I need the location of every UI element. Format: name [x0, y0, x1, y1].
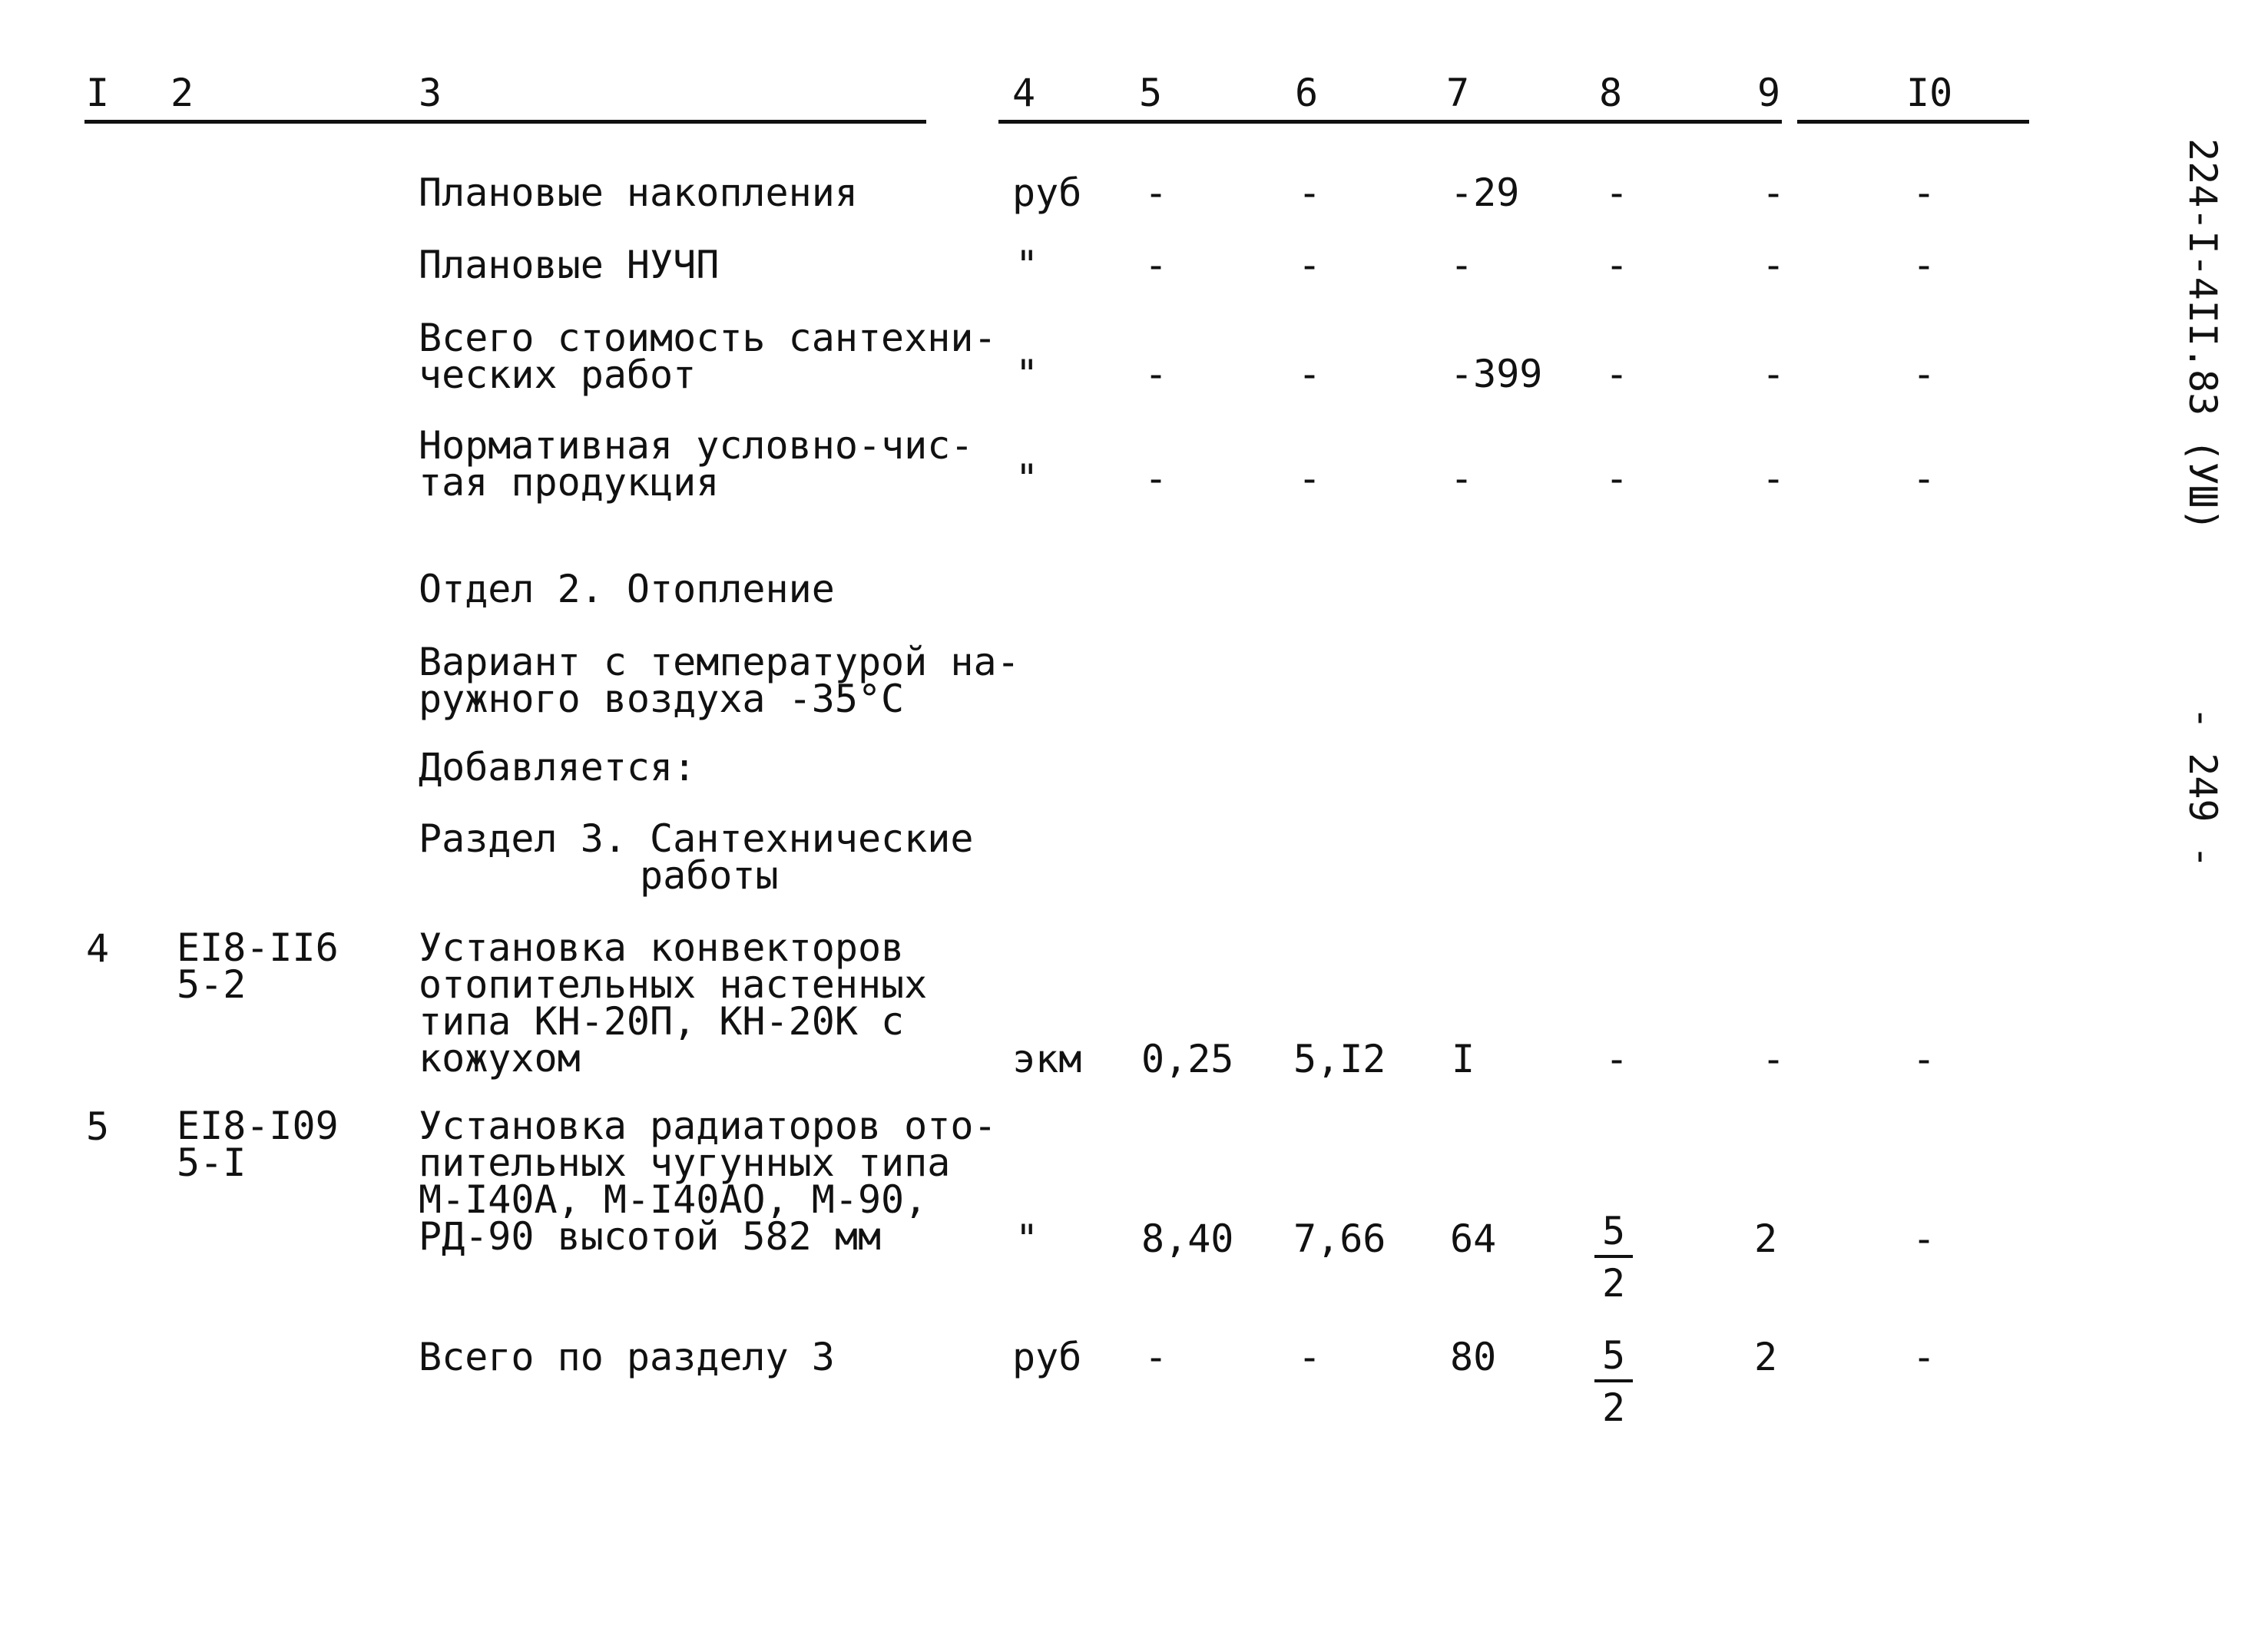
header-col-9: 9 [1757, 71, 1781, 115]
item-4-c10: - [1912, 1037, 1936, 1081]
item-4-c8: - [1605, 1037, 1629, 1081]
row-total-plumbing-c5: - [1144, 352, 1168, 396]
row-total-plumbing-name [419, 316, 997, 397]
row-planned-nuchp-c8: - [1605, 243, 1629, 287]
section-3-total-c9: 2 [1754, 1335, 1778, 1379]
item-5-unit: " [1015, 1217, 1039, 1261]
item-4-description-line2: отопительных настенных [419, 962, 928, 1007]
item-5-c10: - [1912, 1217, 1936, 1261]
row-planned-nuchp-unit: " [1015, 243, 1039, 287]
header-col-1: I [86, 71, 110, 115]
row-planned-savings-c6: - [1298, 170, 1322, 215]
item-5-c8-fraction [1594, 1209, 1633, 1306]
row-planned-nuchp-c9: - [1762, 243, 1786, 287]
item-5-description-line4: РД-90 высотой 582 мм [419, 1214, 882, 1259]
variant-heading-line1: Вариант с температурой на- [419, 640, 1020, 684]
row-total-plumbing-name-line1: Всего стоимость сантехни- [419, 316, 997, 360]
item-5-c7: 64 [1450, 1217, 1497, 1261]
item-4-description [419, 925, 928, 1081]
item-5-description [419, 1104, 997, 1259]
row-planned-savings-c8: - [1605, 170, 1629, 215]
row-total-plumbing-c6: - [1298, 352, 1322, 396]
header-col-10: I0 [1906, 71, 1953, 115]
header-col-2: 2 [171, 71, 194, 115]
header-col-7: 7 [1446, 71, 1470, 115]
section-heating-heading: Отдел 2. Отопление [419, 567, 835, 611]
variant-heading [419, 640, 1020, 721]
item-4-description-line3: типа КН-20П, КН-20К с [419, 999, 905, 1044]
row-planned-nuchp-c10: - [1912, 243, 1936, 287]
row-planned-savings-c5: - [1144, 170, 1168, 215]
razdel-heading-line1: Раздел 3. Сантехнические [419, 816, 974, 861]
item-4-unit: экм [1012, 1037, 1082, 1081]
added-heading: Добавляется: [419, 745, 697, 790]
row-planned-savings-c7: -29 [1450, 170, 1520, 215]
row-normative-product-name [419, 423, 974, 505]
header-col-8: 8 [1599, 71, 1623, 115]
row-normative-product-c9: - [1762, 456, 1786, 501]
item-5-c8-denominator: 2 [1601, 1261, 1626, 1306]
item-5-c8-numerator: 5 [1594, 1212, 1633, 1258]
header-col-3: 3 [419, 71, 442, 115]
item-5-description-line1: Установка радиаторов ото- [419, 1104, 997, 1148]
item-5-c6: 7,66 [1293, 1217, 1386, 1261]
section-3-total-c5: - [1144, 1335, 1168, 1379]
page-number: - 249 - [2180, 707, 2225, 869]
variant-heading-line2: ружного воздуха -35°С [419, 677, 905, 721]
section-3-total-c10: - [1912, 1335, 1936, 1379]
item-4-code-line2: 5-2 [177, 962, 247, 1007]
item-5-code-line2: 5-I [177, 1140, 247, 1185]
row-total-plumbing-c8: - [1605, 352, 1629, 396]
item-4-c7: I [1452, 1037, 1475, 1081]
item-4-number: 4 [86, 926, 110, 971]
razdel-heading [419, 816, 974, 898]
section-3-total-name: Всего по разделу 3 [419, 1335, 835, 1379]
item-4-c5: 0,25 [1141, 1037, 1234, 1081]
section-3-total-c8-fraction [1594, 1333, 1633, 1430]
row-normative-product-c8: - [1605, 456, 1629, 501]
section-3-total-c7: 80 [1450, 1335, 1497, 1379]
section-3-total-c8-denominator: 2 [1601, 1385, 1626, 1430]
item-5-c5: 8,40 [1141, 1217, 1234, 1261]
row-planned-savings-c9: - [1762, 170, 1786, 215]
row-normative-product-c7: - [1450, 456, 1474, 501]
row-normative-product-name-line1: Нормативная условно-чис- [419, 423, 974, 468]
row-total-plumbing-name-line2: ческих работ [419, 353, 697, 397]
item-5-code-line1: EI8-I09 [177, 1104, 339, 1148]
row-normative-product-c10: - [1912, 456, 1936, 501]
item-5-number: 5 [86, 1104, 110, 1149]
item-4-description-line4: кожухом [419, 1036, 581, 1081]
item-5-code [177, 1104, 339, 1185]
row-total-plumbing-unit: " [1015, 352, 1039, 396]
header-rule [998, 120, 1782, 124]
document-code: 224-I-4II.83 (УШ) [2180, 138, 2225, 531]
row-planned-savings-unit: руб [1012, 170, 1082, 215]
item-4-code-line1: EI8-II6 [177, 925, 339, 970]
item-4-code [177, 925, 339, 1007]
row-total-plumbing-c7: -399 [1450, 352, 1543, 396]
row-planned-savings-name: Плановые накопления [419, 170, 858, 215]
row-planned-nuchp-c5: - [1144, 243, 1168, 287]
header-col-6: 6 [1295, 71, 1319, 115]
row-planned-nuchp-c7: - [1450, 243, 1474, 287]
razdel-heading-line2: работы [640, 853, 779, 898]
header-rule [84, 120, 926, 124]
section-3-total-unit: руб [1012, 1335, 1082, 1379]
row-total-plumbing-c9: - [1762, 352, 1786, 396]
section-3-total-c8-numerator: 5 [1594, 1336, 1633, 1382]
row-normative-product-c5: - [1144, 456, 1168, 501]
row-planned-nuchp-name: Плановые НУЧП [419, 243, 720, 287]
item-4-c9: - [1762, 1037, 1786, 1081]
row-planned-savings-c10: - [1912, 170, 1936, 215]
header-col-4: 4 [1012, 71, 1036, 115]
item-5-description-line3: М-I40А, М-I40АО, М-90, [419, 1177, 928, 1222]
row-planned-nuchp-c6: - [1298, 243, 1322, 287]
section-3-total-c6: - [1298, 1335, 1322, 1379]
row-normative-product-name-line2: тая продукция [419, 460, 720, 505]
item-5-description-line2: пительных чугунных типа [419, 1140, 951, 1185]
header-col-5: 5 [1139, 71, 1163, 115]
item-5-c9: 2 [1754, 1217, 1778, 1261]
item-4-description-line1: Установка конвекторов [419, 925, 905, 970]
header-rule [1797, 120, 2029, 124]
row-normative-product-unit: " [1015, 456, 1039, 501]
item-4-c6: 5,I2 [1293, 1037, 1386, 1081]
row-normative-product-c6: - [1298, 456, 1322, 501]
row-total-plumbing-c10: - [1912, 352, 1936, 396]
